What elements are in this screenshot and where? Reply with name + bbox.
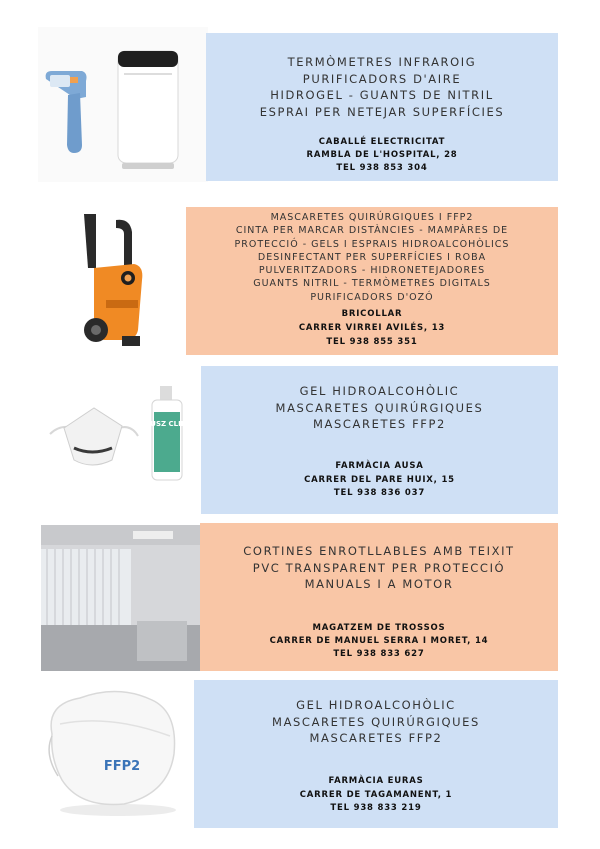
product-line: HIDROGEL - GUANTS DE NITRIL xyxy=(270,88,494,103)
listing-2-products xyxy=(186,211,558,304)
listing-4-store-info xyxy=(200,622,558,661)
store-name: CABALLÉ ELECTRICITAT xyxy=(318,137,446,147)
listing-4-products xyxy=(200,543,558,593)
listing-3-image xyxy=(40,372,200,502)
listing-1-products xyxy=(206,54,558,121)
listing-3-products xyxy=(201,383,558,433)
ffp2-mask-icon xyxy=(40,684,195,824)
store-phone: TEL 938 855 351 xyxy=(326,336,418,347)
product-line: PURIFICADORS D'OZÓ xyxy=(310,291,434,303)
listing-1-store-info xyxy=(206,136,558,174)
gel-bottle-icon xyxy=(140,386,195,480)
listing-3-info-box xyxy=(201,366,558,514)
product-line: MASCARETES QUIRÚRGIQUES xyxy=(272,714,480,729)
listing-5-products xyxy=(194,697,558,747)
pressure-washer-icon xyxy=(84,214,142,346)
listing-4-info-box xyxy=(200,523,558,671)
store-address: RAMBLA DE L'HOSPITAL, 28 xyxy=(306,149,458,160)
store-name: MAGATZEM DE TROSSOS xyxy=(312,623,446,633)
listing-2-store-info xyxy=(186,308,558,349)
listing-5-image xyxy=(40,684,195,824)
store-phone: TEL 938 833 219 xyxy=(330,803,422,813)
listing-2-image xyxy=(38,208,188,354)
product-line: PULVERITZADORS - HIDRONETEJADORES xyxy=(258,265,486,277)
product-line: PURIFICADORS D'AIRE xyxy=(302,71,462,86)
product-line: GEL HIDROALCOHÒLIC xyxy=(296,698,456,712)
listing-5-info-box xyxy=(194,680,558,828)
listing-5-store-info xyxy=(194,775,558,816)
store-address: CARRER DE MANUEL SERRA I MORET, 14 xyxy=(269,636,489,646)
product-line: MASCARETES FFP2 xyxy=(309,731,443,746)
product-line: CINTA PER MARCAR DISTÀNCIES - MAMPÀRES DE xyxy=(235,225,509,237)
store-address: CARRER DEL PARE HUIX, 15 xyxy=(304,474,455,485)
store-phone: TEL 938 853 304 xyxy=(336,162,428,173)
air-purifier-icon xyxy=(118,51,178,169)
store-name: FARMÀCIA AUSA xyxy=(335,461,424,471)
infrared-thermometer-icon xyxy=(46,71,87,153)
product-line: MASCARETES QUIRÚRGIQUES I FFP2 xyxy=(270,212,474,223)
ffp2-mask-label: FFP2 xyxy=(103,759,141,774)
product-line: ESPRAI PER NETEJAR SUPERFÍCIES xyxy=(259,105,505,120)
listing-4-image xyxy=(41,525,201,671)
store-name: FARMÀCIA EURAS xyxy=(328,776,424,786)
store-name: BRICOLLAR xyxy=(341,309,403,319)
store-phone: TEL 938 836 037 xyxy=(333,488,426,498)
store-phone: TEL 938 833 627 xyxy=(333,649,425,659)
listing-3-store-info xyxy=(201,460,558,501)
product-line: MASCARETES FFP2 xyxy=(313,417,446,432)
store-address: CARRER DE TAGAMANENT, 1 xyxy=(299,789,453,800)
store-address: CARRER VIRREI AVILÉS, 13 xyxy=(298,322,446,333)
listing-1-image xyxy=(38,27,208,182)
face-mask-icon xyxy=(50,408,138,465)
listing-2-info-box xyxy=(186,207,558,355)
bottle-brand-label: NEUSZ CLINIC xyxy=(139,420,195,428)
product-line: PROTECCIÓ - GELS I ESPRAIS HIDROALCOHÒLICS xyxy=(234,238,510,250)
office-curtains-photo xyxy=(41,525,201,671)
product-line: MASCARETES QUIRÚRGIQUES xyxy=(275,400,484,415)
listing-1-info-box xyxy=(206,33,558,181)
product-line: GEL HIDROALCOHÒLIC xyxy=(299,384,460,398)
product-line: DESINFECTANT PER SUPERFÍCIES I ROBA xyxy=(257,251,487,263)
product-line: PVC TRANSPARENT PER PROTECCIÓ xyxy=(252,560,506,575)
product-line: TERMÒMETRES INFRAROIG xyxy=(287,55,477,69)
product-line: GUANTS NITRIL - TERMÒMETRES DIGITALS xyxy=(253,278,491,290)
product-line: MANUALS I A MOTOR xyxy=(304,577,454,592)
product-line: CORTINES ENROTLLABLES AMB TEIXIT xyxy=(243,544,515,558)
